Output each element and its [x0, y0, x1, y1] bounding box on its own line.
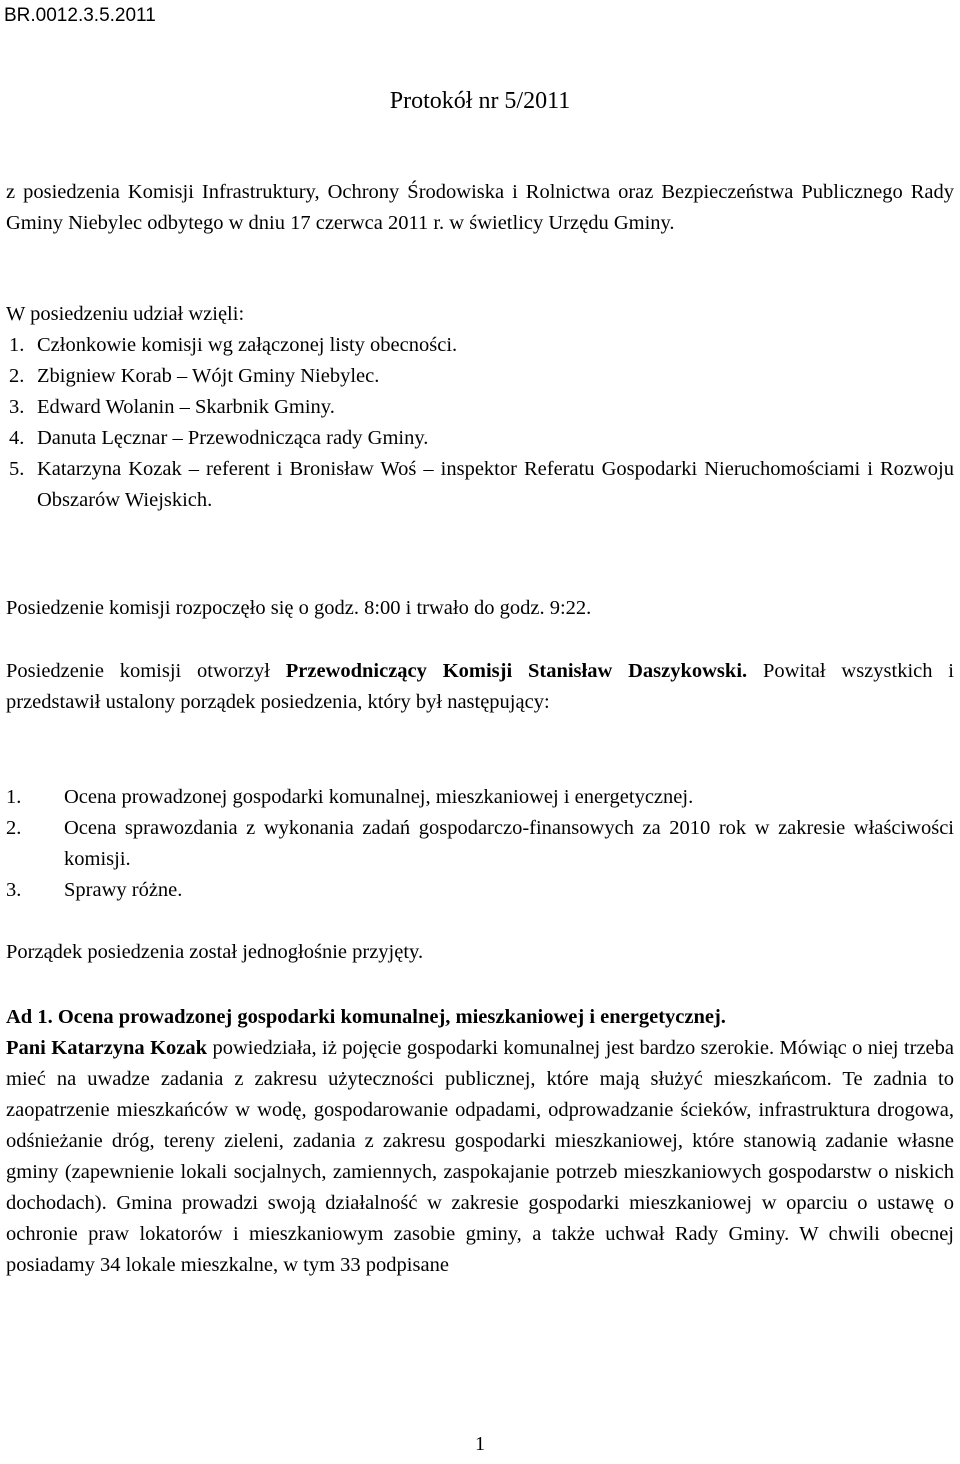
attendance-item-text: Edward Wolanin – Skarbnik Gminy.: [37, 396, 335, 418]
document-title: Protokół nr 5/2011: [389, 88, 571, 114]
ad1-heading: Ad 1. Ocena prowadzonej gospodarki komunalnej, mieszkaniowej i energetycznej.: [6, 1006, 726, 1028]
ad1-body: [6, 1033, 954, 1281]
attendance-item-number: 5.: [9, 458, 25, 480]
chairman-name: Przewodniczący Komisji Stanisław Daszykowski.: [285, 660, 748, 682]
agenda-item-number: 3.: [6, 879, 22, 901]
agenda-item-text: Ocena sprawozdania z wykonania zadań gospodarczo-finansowych za 2010 rok w zakresie właściwości komisji.: [64, 817, 954, 870]
agenda-accepted-text: Porządek posiedzenia został jednogłośnie przyjęty.: [6, 941, 424, 963]
page-number: 1: [475, 1433, 485, 1455]
ad1-body-text: powiedziała, iż pojęcie gospodarki komunalnej jest bardzo szerokie. Mówiąc o niej trzeba mieć na uwadze zadania z zakresu użyteczności publicznej, które mają służyć mieszkańcom. Te zadnia to zaopatrzenie mieszkańców w wodę, gospodarowanie odpadami, odprowadzanie ścieków, infrastruktura drogowa, odśnieżanie dróg, tereny zieleni, zadania z zakresu gospodarki mieszkaniowej, które stanowią zadanie własne gminy (zapewnienie lokali socjalnych, zamiennych, zaspokajanie potrzeb mieszkaniowych gospodarstw o niskich dochodach). Gmina prowadzi swoją działalność w zakresie gospodarki mieszkaniowej w oparciu o ustawę o ochronie praw lokatorów i mieszkaniowym zasobie gminy, a także uchwał Rady Gminy. W chwili obecnej posiadamy 34 lokale mieszkalne, w tym 33 podpisane: [6, 1037, 954, 1276]
attendance-item: [6, 454, 954, 516]
opening-prefix: Posiedzenie komisji otworzył: [6, 660, 286, 682]
agenda-list: [6, 782, 954, 906]
opening-rest: Powitał wszystkich i przedstawił ustalony porządek posiedzenia, który był następujący:: [6, 660, 955, 713]
intro-text: z posiedzenia Komisji Infrastruktury, Ochrony Środowiska i Rolnictwa oraz Bezpieczeństwa Publicznego Rady Gminy Niebylec odbytego w dniu 17 czerwca 2011 r. w świetlicy Urzędu Gminy.: [6, 181, 954, 234]
agenda-item: [6, 782, 954, 813]
attendance-item: [6, 361, 954, 392]
opening-paragraph: [6, 656, 954, 718]
attendance-item-number: 4.: [9, 427, 25, 449]
attendance-item-text: Członkowie komisji wg załączonej listy obecności.: [37, 334, 458, 356]
agenda-section: [6, 782, 954, 906]
document-reference: BR.0012.3.5.2011: [4, 5, 156, 26]
ad1-speaker: Pani Katarzyna Kozak: [6, 1037, 208, 1059]
attendance-item: [6, 330, 954, 361]
attendance-item-text: Zbigniew Korab – Wójt Gminy Niebylec.: [37, 365, 380, 387]
agenda-item-text: Ocena prowadzonej gospodarki komunalnej, mieszkaniowej i energetycznej.: [64, 786, 694, 808]
attendance-item: [6, 392, 954, 423]
attendance-item-number: 1.: [9, 334, 25, 356]
agenda-item: [6, 875, 954, 906]
attendance-list: [6, 330, 954, 516]
attendance-item: [6, 423, 954, 454]
meeting-time-paragraph: [6, 593, 954, 624]
intro-paragraph: [6, 177, 954, 239]
agenda-accepted-paragraph: [6, 937, 954, 968]
attendance-item-text: Danuta Lęcznar – Przewodnicząca rady Gminy.: [37, 427, 429, 449]
attendance-item-number: 3.: [9, 396, 25, 418]
attendance-item-number: 2.: [9, 365, 25, 387]
agenda-item-number: 2.: [6, 817, 22, 839]
agenda-item-number: 1.: [6, 786, 22, 808]
attendance-item-text: Katarzyna Kozak – referent i Bronisław Woś – inspektor Referatu Gospodarki Nieruchomościami i Rozwoju Obszarów Wiejskich.: [37, 458, 954, 511]
attendance-heading: W posiedzeniu udział wzięli:: [6, 303, 245, 325]
opening-text: [6, 656, 954, 718]
attendance-section: [6, 299, 954, 516]
agenda-item: [6, 813, 954, 875]
meeting-time-text: Posiedzenie komisji rozpoczęło się o godz. 8:00 i trwało do godz. 9:22.: [6, 597, 592, 619]
ad1-section: [6, 1002, 954, 1281]
agenda-item-text: Sprawy różne.: [64, 879, 183, 901]
